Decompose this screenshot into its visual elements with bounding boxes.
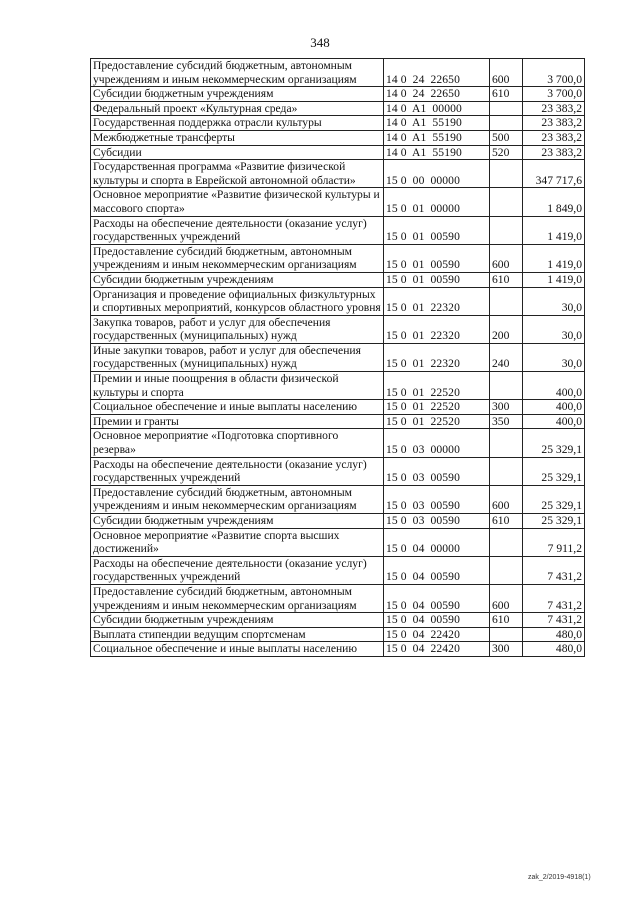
row-amount-cell: 30,0: [523, 287, 585, 315]
table-row: [91, 244, 585, 272]
row-amount-cell: 25 329,1: [523, 457, 585, 485]
row-expense-type-cell: [490, 372, 523, 400]
row-code-cell: 15 0 01 22520: [384, 414, 490, 429]
table-row: [91, 343, 585, 371]
row-code-cell: 15 0 04 00590: [384, 613, 490, 628]
table-row: [91, 272, 585, 287]
row-expense-type-cell: [490, 160, 523, 188]
row-amount-cell: 25 329,1: [523, 485, 585, 513]
row-expense-type-cell: [490, 116, 523, 131]
row-code-cell: 15 0 03 00590: [384, 485, 490, 513]
row-expense-type-cell: 600: [490, 59, 523, 87]
table-row: [91, 116, 585, 131]
row-amount-cell: 400,0: [523, 414, 585, 429]
budget-table-body: [91, 59, 585, 657]
row-code-cell: 14 0 A1 55190: [384, 116, 490, 131]
row-name-cell: Федеральный проект «Культурная среда»: [91, 101, 384, 116]
row-amount-cell: 1 849,0: [523, 188, 585, 216]
table-row: [91, 584, 585, 612]
row-code-cell: 15 0 04 22420: [384, 642, 490, 657]
row-expense-type-cell: 610: [490, 272, 523, 287]
row-expense-type-cell: 520: [490, 145, 523, 160]
row-expense-type-cell: 500: [490, 130, 523, 145]
table-row: [91, 414, 585, 429]
table-row: [91, 160, 585, 188]
row-expense-type-cell: 600: [490, 244, 523, 272]
row-code-cell: 15 0 04 00000: [384, 528, 490, 556]
row-code-cell: 15 0 03 00590: [384, 514, 490, 529]
table-row: [91, 216, 585, 244]
row-amount-cell: 480,0: [523, 642, 585, 657]
row-code-cell: 15 0 01 22320: [384, 315, 490, 343]
row-name-cell: Основное мероприятие «Подготовка спортивного резерва»: [91, 429, 384, 457]
row-code-cell: 14 0 A1 00000: [384, 101, 490, 116]
row-name-cell: Социальное обеспечение и иные выплаты населению: [91, 642, 384, 657]
row-amount-cell: 3 700,0: [523, 59, 585, 87]
row-name-cell: Основное мероприятие «Развитие физической культуры и массового спорта»: [91, 188, 384, 216]
table-row: [91, 287, 585, 315]
row-code-cell: 15 0 01 00590: [384, 244, 490, 272]
row-amount-cell: 7 431,2: [523, 584, 585, 612]
row-name-cell: Предоставление субсидий бюджетным, автономным учреждениям и иным некоммерческим организациям: [91, 244, 384, 272]
row-name-cell: Социальное обеспечение и иные выплаты населению: [91, 400, 384, 415]
row-expense-type-cell: 610: [490, 514, 523, 529]
row-amount-cell: 480,0: [523, 627, 585, 642]
row-expense-type-cell: 200: [490, 315, 523, 343]
row-name-cell: Выплата стипендии ведущим спортсменам: [91, 627, 384, 642]
row-name-cell: Иные закупки товаров, работ и услуг для обеспечения государственных (муниципальных) нужд: [91, 343, 384, 371]
row-code-cell: 15 0 03 00590: [384, 457, 490, 485]
row-amount-cell: 23 383,2: [523, 116, 585, 131]
row-amount-cell: 7 431,2: [523, 613, 585, 628]
row-amount-cell: 23 383,2: [523, 145, 585, 160]
row-name-cell: Расходы на обеспечение деятельности (оказание услуг) государственных учреждений: [91, 216, 384, 244]
row-code-cell: 15 0 01 00000: [384, 188, 490, 216]
row-expense-type-cell: [490, 528, 523, 556]
row-amount-cell: 400,0: [523, 400, 585, 415]
row-code-cell: 15 0 01 00590: [384, 216, 490, 244]
table-row: [91, 315, 585, 343]
row-name-cell: Расходы на обеспечение деятельности (оказание услуг) государственных учреждений: [91, 457, 384, 485]
row-expense-type-cell: [490, 188, 523, 216]
table-row: [91, 59, 585, 87]
table-row: [91, 457, 585, 485]
row-amount-cell: 1 419,0: [523, 244, 585, 272]
row-amount-cell: 23 383,2: [523, 101, 585, 116]
row-expense-type-cell: [490, 556, 523, 584]
row-name-cell: Организация и проведение официальных физкультурных и спортивных мероприятий, конкурсов областного уровня: [91, 287, 384, 315]
row-expense-type-cell: 600: [490, 584, 523, 612]
row-code-cell: 14 0 A1 55190: [384, 130, 490, 145]
table-row: [91, 400, 585, 415]
row-amount-cell: 400,0: [523, 372, 585, 400]
table-row: [91, 372, 585, 400]
table-row: [91, 642, 585, 657]
page-number: 348: [310, 35, 330, 50]
table-row: [91, 87, 585, 102]
row-name-cell: Предоставление субсидий бюджетным, автономным учреждениям и иным некоммерческим организациям: [91, 59, 384, 87]
row-expense-type-cell: 610: [490, 87, 523, 102]
row-name-cell: Премии и гранты: [91, 414, 384, 429]
table-row: [91, 485, 585, 513]
row-expense-type-cell: [490, 457, 523, 485]
budget-table: [90, 58, 585, 657]
row-name-cell: Предоставление субсидий бюджетным, автономным учреждениям и иным некоммерческим организациям: [91, 485, 384, 513]
table-row: [91, 130, 585, 145]
row-expense-type-cell: [490, 429, 523, 457]
table-row: [91, 613, 585, 628]
row-code-cell: 15 0 03 00000: [384, 429, 490, 457]
row-code-cell: 15 0 04 00590: [384, 556, 490, 584]
row-code-cell: 15 0 01 22320: [384, 287, 490, 315]
row-expense-type-cell: 300: [490, 400, 523, 415]
row-amount-cell: 347 717,6: [523, 160, 585, 188]
row-amount-cell: 7 911,2: [523, 528, 585, 556]
row-name-cell: Субсидии бюджетным учреждениям: [91, 613, 384, 628]
row-amount-cell: 23 383,2: [523, 130, 585, 145]
document-footer-code: zak_2/2019-4918(1): [528, 874, 591, 881]
row-name-cell: Предоставление субсидий бюджетным, автономным учреждениям и иным некоммерческим организациям: [91, 584, 384, 612]
row-code-cell: 15 0 01 00590: [384, 272, 490, 287]
row-name-cell: Субсидии бюджетным учреждениям: [91, 272, 384, 287]
row-code-cell: 15 0 04 00590: [384, 584, 490, 612]
row-name-cell: Премии и иные поощрения в области физической культуры и спорта: [91, 372, 384, 400]
row-expense-type-cell: 240: [490, 343, 523, 371]
row-name-cell: Субсидии бюджетным учреждениям: [91, 87, 384, 102]
row-amount-cell: 7 431,2: [523, 556, 585, 584]
row-name-cell: Закупка товаров, работ и услуг для обеспечения государственных (муниципальных) нужд: [91, 315, 384, 343]
row-amount-cell: 30,0: [523, 343, 585, 371]
row-code-cell: 14 0 24 22650: [384, 59, 490, 87]
row-expense-type-cell: 600: [490, 485, 523, 513]
row-expense-type-cell: [490, 101, 523, 116]
row-name-cell: Субсидии бюджетным учреждениям: [91, 514, 384, 529]
row-amount-cell: 30,0: [523, 315, 585, 343]
row-name-cell: Основное мероприятие «Развитие спорта высших достижений»: [91, 528, 384, 556]
table-row: [91, 101, 585, 116]
row-expense-type-cell: 350: [490, 414, 523, 429]
table-row: [91, 429, 585, 457]
row-amount-cell: 1 419,0: [523, 272, 585, 287]
table-row: [91, 528, 585, 556]
row-expense-type-cell: [490, 287, 523, 315]
row-expense-type-cell: [490, 216, 523, 244]
row-name-cell: Государственная программа «Развитие физической культуры и спорта в Еврейской автономной области»: [91, 160, 384, 188]
row-expense-type-cell: 300: [490, 642, 523, 657]
row-name-cell: Межбюджетные трансферты: [91, 130, 384, 145]
row-code-cell: 15 0 01 22320: [384, 343, 490, 371]
table-row: [91, 145, 585, 160]
table-row: [91, 188, 585, 216]
row-amount-cell: 3 700,0: [523, 87, 585, 102]
row-expense-type-cell: 610: [490, 613, 523, 628]
row-name-cell: Субсидии: [91, 145, 384, 160]
row-amount-cell: 25 329,1: [523, 514, 585, 529]
row-name-cell: Расходы на обеспечение деятельности (оказание услуг) государственных учреждений: [91, 556, 384, 584]
row-code-cell: 15 0 00 00000: [384, 160, 490, 188]
row-code-cell: 15 0 01 22520: [384, 400, 490, 415]
row-amount-cell: 1 419,0: [523, 216, 585, 244]
table-row: [91, 514, 585, 529]
row-code-cell: 14 0 A1 55190: [384, 145, 490, 160]
row-amount-cell: 25 329,1: [523, 429, 585, 457]
table-row: [91, 556, 585, 584]
row-expense-type-cell: [490, 627, 523, 642]
table-row: [91, 627, 585, 642]
row-code-cell: 14 0 24 22650: [384, 87, 490, 102]
row-code-cell: 15 0 04 22420: [384, 627, 490, 642]
row-name-cell: Государственная поддержка отрасли культуры: [91, 116, 384, 131]
row-code-cell: 15 0 01 22520: [384, 372, 490, 400]
